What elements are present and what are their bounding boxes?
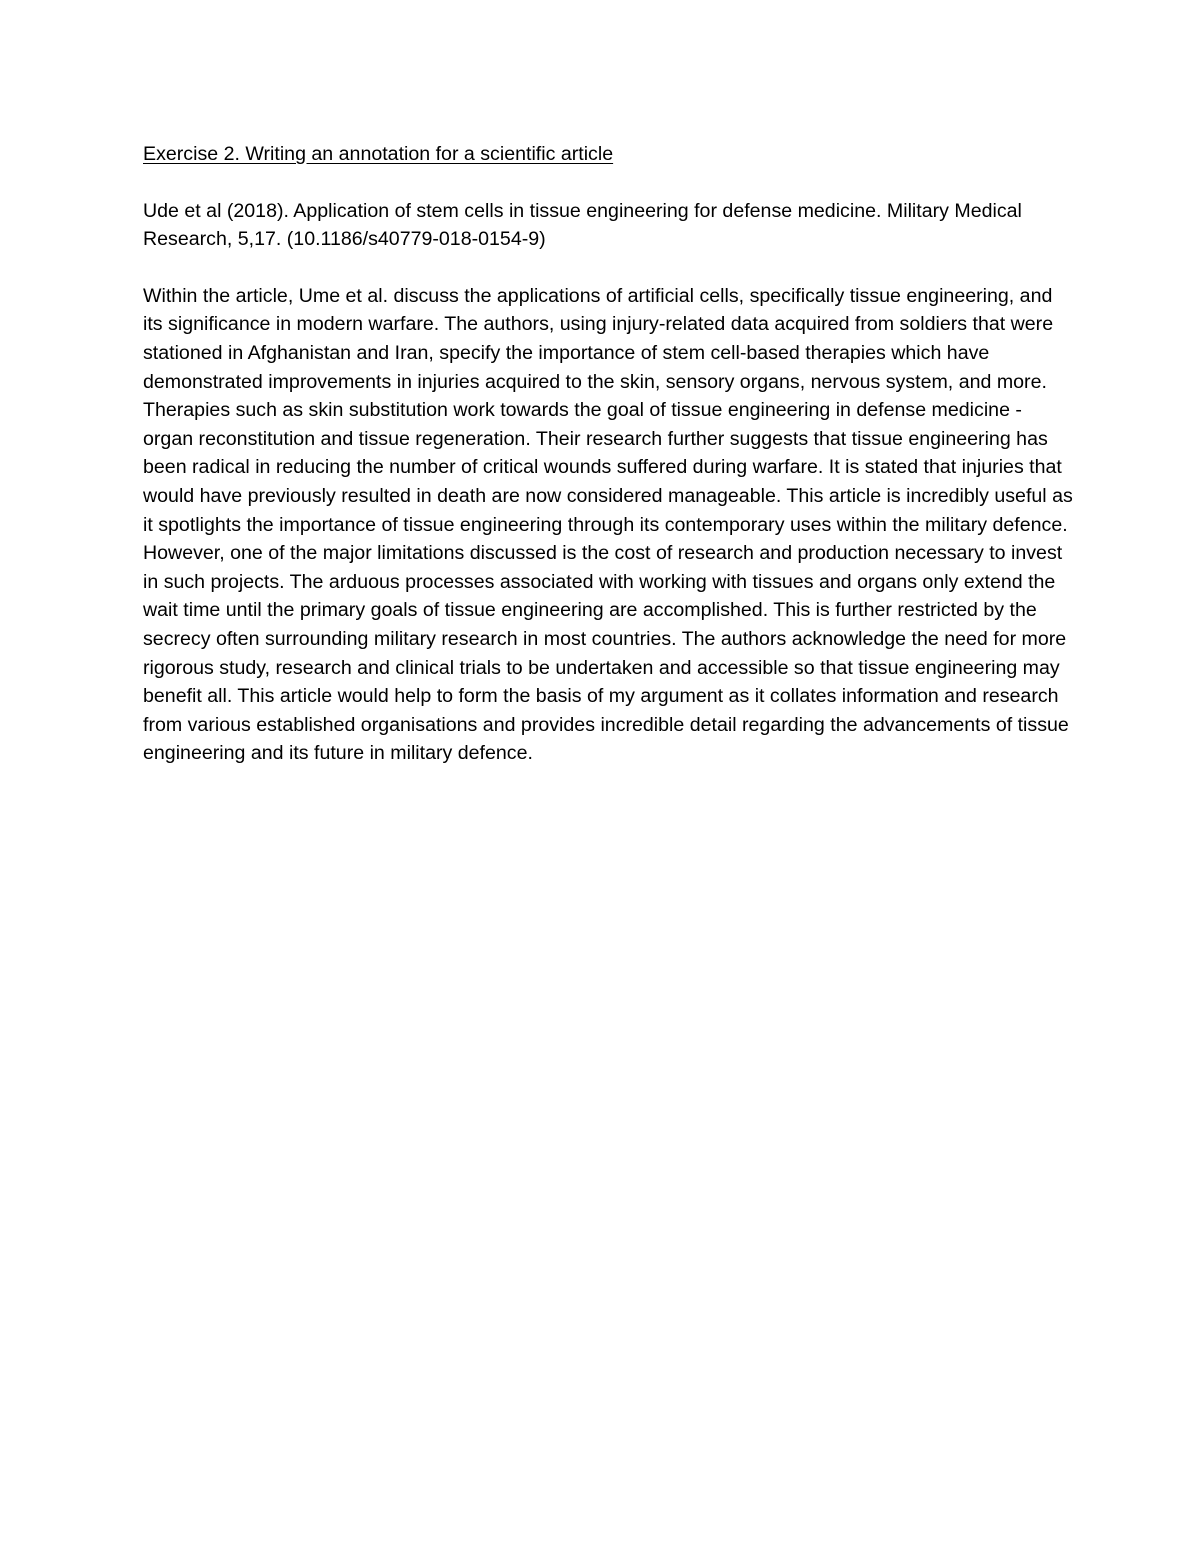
document-title: Exercise 2. Writing an annotation for a scientific article (143, 143, 614, 165)
annotation-paragraph: Within the article, Ume et al. discuss the applications of artificial cells, specifically tissue engineering, and its significance in modern warfare. The authors, using injury-related data acquired from soldiers that were stationed in Afghanistan and Iran, specify the importance of stem cell-based therapies which have demonstrated improvements in injuries acquired to the skin, sensory organs, nervous system, and more. Therapies such as skin substitution work towards the goal of tissue engineering in defense medicine - organ reconstitution and tissue regeneration. Their research further suggests that tissue engineering has been radical in reducing the number of critical wounds suffered during warfare. It is stated that injuries that would have previously resulted in death are now considered manageable. This article is incredibly useful as it spotlights the importance of tissue engineering through its contemporary uses within the military defence. However, one of the major limitations discussed is the cost of research and production necessary to invest in such projects. The arduous processes associated with working with tissues and organs only extend the wait time until the primary goals of tissue engineering are accomplished. This is further restricted by the secrecy often surrounding military research in most countries. The authors acknowledge the need for more rigorous study, research and clinical trials to be undertaken and accessible so that tissue engineering may benefit all. This article would help to form the basis of my argument as it collates information and research from various established organisations and provides incredible detail regarding the advancements of tissue engineering and its future in military defence. (143, 284, 1073, 765)
document-content (143, 140, 1073, 768)
article-citation: Ude et al (2018). Application of stem cells in tissue engineering for defense medicine. Military Medical Research, 5,17. (10.1186/s40779-018-0154-9) (143, 199, 1022, 251)
